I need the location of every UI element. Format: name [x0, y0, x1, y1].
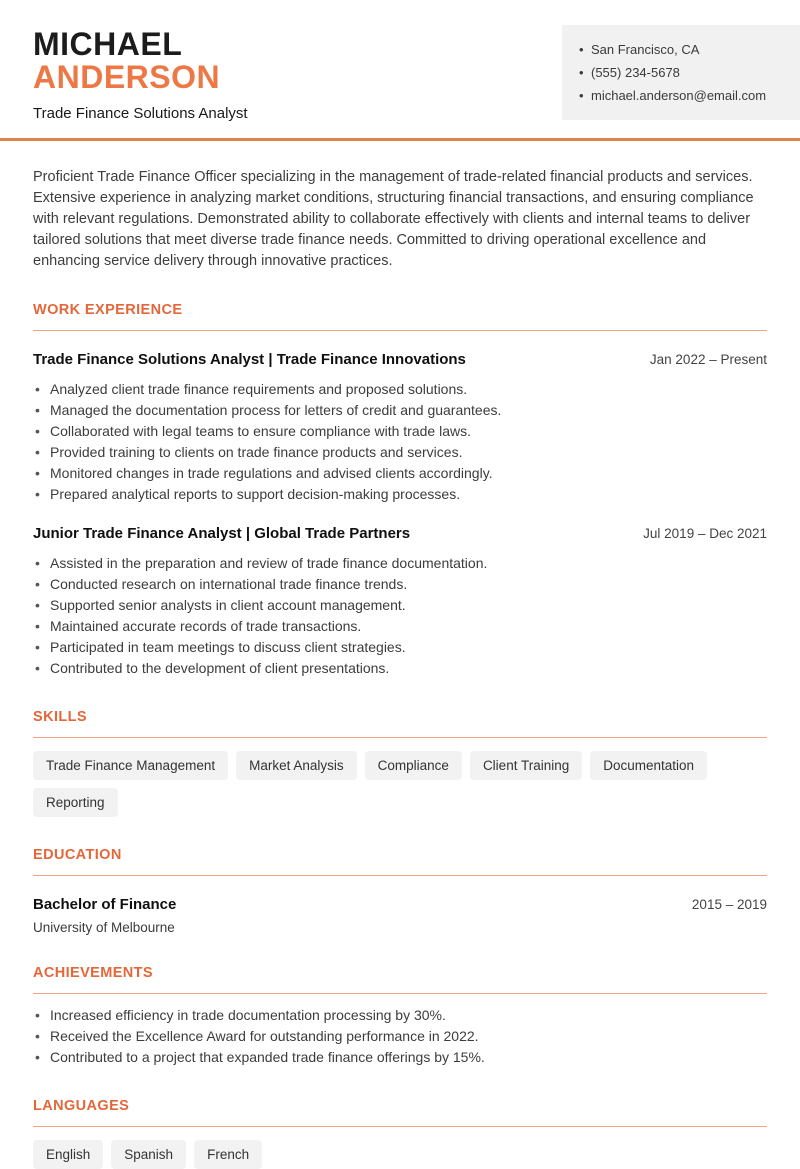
job-title: Trade Finance Solutions Analyst | Trade Finance Innovations	[33, 351, 466, 368]
job-entry	[33, 351, 767, 505]
full-name	[33, 28, 248, 94]
job-bullet-list	[33, 379, 767, 505]
education-entry	[33, 896, 767, 935]
header	[0, 0, 800, 122]
languages-tag-list	[33, 1140, 767, 1169]
job-bullet: • Collaborated with legal teams to ensure compliance with trade laws.	[33, 421, 767, 442]
skill-tag: Market Analysis	[236, 751, 357, 780]
education-entry-header	[33, 896, 767, 913]
achievements-bullet-list	[33, 1005, 767, 1068]
language-tag: Spanish	[111, 1140, 186, 1169]
job-bullet: • Managed the documentation process for letters of credit and guarantees.	[33, 400, 767, 421]
work-experience-heading: WORK EXPERIENCE	[33, 302, 767, 331]
resume-content	[0, 167, 800, 1169]
section-languages	[33, 1098, 767, 1169]
skill-tag: Trade Finance Management	[33, 751, 228, 780]
achievements-heading: ACHIEVEMENTS	[33, 965, 767, 994]
language-tag: English	[33, 1140, 103, 1169]
header-job-title: Trade Finance Solutions Analyst	[33, 105, 248, 122]
skill-tag: Compliance	[365, 751, 462, 780]
job-entry	[33, 525, 767, 679]
achievement-bullet: • Received the Excellence Award for outstanding performance in 2022.	[33, 1026, 767, 1047]
section-skills	[33, 709, 767, 817]
contact-item: • San Francisco, CA	[578, 38, 786, 61]
job-bullet: • Assisted in the preparation and review of trade finance documentation.	[33, 553, 767, 574]
job-title: Junior Trade Finance Analyst | Global Trade Partners	[33, 525, 411, 542]
achievement-bullet: • Increased efficiency in trade documentation processing by 30%.	[33, 1005, 767, 1026]
achievement-bullet: • Contributed to a project that expanded trade finance offerings by 15%.	[33, 1047, 767, 1068]
skill-tag: Reporting	[33, 788, 118, 817]
job-entry-header	[33, 351, 767, 368]
education-heading: EDUCATION	[33, 847, 767, 876]
job-bullet: • Participated in team meetings to discuss client strategies.	[33, 637, 767, 658]
job-bullet: • Analyzed client trade finance requirements and proposed solutions.	[33, 379, 767, 400]
section-work-experience	[33, 302, 767, 679]
name-block	[33, 25, 248, 122]
job-bullet: • Supported senior analysts in client account management.	[33, 595, 767, 616]
job-dates: Jul 2019 – Dec 2021	[643, 526, 767, 541]
language-tag: French	[194, 1140, 262, 1169]
job-bullet: • Maintained accurate records of trade transactions.	[33, 616, 767, 637]
summary-paragraph: Proficient Trade Finance Officer specializing in the management of trade-related financial products and services. Extensive experience in analyzing market conditions, structuring financial transactions, and ensuring compliance with relevant regulations. Demonstrated ability to collaborate effectively with clients and internal teams to deliver tailored solutions that meet diverse trade finance needs. Committed to driving operational excellence and enhancing service delivery through innovative practices.	[33, 169, 754, 269]
skills-heading: SKILLS	[33, 709, 767, 738]
job-bullet: • Prepared analytical reports to support decision-making processes.	[33, 484, 767, 505]
job-bullet: • Contributed to the development of client presentations.	[33, 658, 767, 679]
section-education	[33, 847, 767, 935]
contact-item: • (555) 234-5678	[578, 61, 786, 84]
school-name: University of Melbourne	[33, 920, 175, 935]
languages-heading: LANGUAGES	[33, 1098, 767, 1127]
contact-item: • michael.anderson@email.com	[578, 84, 786, 107]
job-bullet-list	[33, 553, 767, 679]
skill-tag: Client Training	[470, 751, 582, 780]
job-bullet: • Conducted research on international trade finance trends.	[33, 574, 767, 595]
job-bullet: • Monitored changes in trade regulations and advised clients accordingly.	[33, 463, 767, 484]
job-bullet: • Provided training to clients on trade finance products and services.	[33, 442, 767, 463]
last-name: ANDERSON	[33, 59, 221, 95]
header-divider	[0, 138, 800, 141]
contact-list	[578, 38, 786, 107]
job-dates: Jan 2022 – Present	[649, 352, 767, 367]
section-achievements	[33, 965, 767, 1068]
skills-tag-list	[33, 751, 767, 817]
skill-tag: Documentation	[590, 751, 707, 780]
first-name: MICHAEL	[33, 26, 183, 62]
job-entry-header	[33, 525, 767, 542]
contact-card	[562, 25, 800, 120]
degree-title: Bachelor of Finance	[33, 896, 177, 913]
education-dates: 2015 – 2019	[691, 897, 767, 912]
